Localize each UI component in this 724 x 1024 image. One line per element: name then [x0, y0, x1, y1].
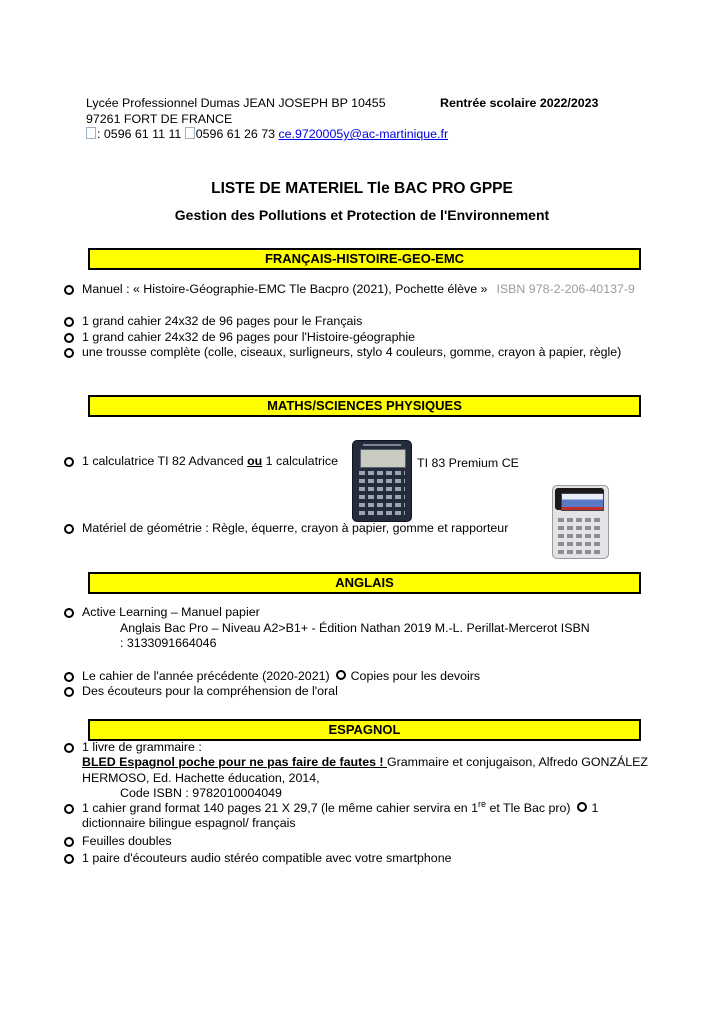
list-item-text: 1 livre de grammaire : [82, 740, 202, 754]
ring-bullet-icon [577, 802, 587, 812]
list-item [64, 851, 666, 866]
list-item-text: Le cahier de l'année précédente (2020-2021) Copies pour les devoirs [82, 668, 481, 683]
isbn-code: ISBN 978-2-206-40137-9 [496, 282, 635, 296]
contact-line [86, 127, 646, 143]
isbn-line: Code ISBN : 9782010004049 [120, 785, 282, 800]
list-item-text: 1 grand cahier 24x32 de 96 pages pour l'Histoire-géographie [82, 329, 416, 344]
ring-bullet-icon [64, 687, 74, 697]
ring-bullet-icon [64, 333, 74, 343]
espagnol-list [64, 740, 666, 866]
ring-bullet-icon [64, 837, 74, 847]
section-title: MATHS/SCIENCES PHYSIQUES [267, 398, 462, 413]
phone-number-2: 0596 61 26 73 [195, 127, 276, 141]
list-item [64, 454, 338, 470]
list-item [64, 282, 666, 298]
ti83-label: TI 83 Premium CE [417, 456, 519, 470]
ou-emphasis: ou [247, 454, 263, 468]
list-item [64, 684, 666, 700]
list-item-text: Active Learning – Manuel papier [82, 605, 260, 619]
list-item [64, 801, 666, 816]
section-header-francais [88, 248, 641, 270]
section-title: ANGLAIS [335, 575, 394, 590]
ring-bullet-icon [64, 854, 74, 864]
phone-number-1: 0596 61 11 11 [103, 127, 182, 141]
francais-list-1 [64, 282, 666, 298]
anglais-list [64, 605, 666, 700]
ring-bullet-icon [64, 317, 74, 327]
list-item-text: Des écouteurs pour la compréhension de l'oral [82, 684, 338, 698]
page-title: LISTE DE MATERIEL Tle BAC PRO GPPE [211, 180, 513, 197]
list-item-text: 1 calculatrice TI 82 Advanced ou 1 calculatrice [82, 454, 338, 468]
list-item-continuation: Anglais Bac Pro – Niveau A2>B1+ - Édition Nathan 2019 M.-L. Perillat-Mercerot ISBN [120, 620, 590, 635]
francais-list-2 [64, 314, 666, 361]
phone-separator: : [97, 127, 101, 141]
section-header-maths [88, 395, 641, 417]
ring-bullet-icon [64, 608, 74, 618]
ring-bullet-icon [64, 672, 74, 682]
list-item-text: 1 cahier grand format 140 pages 21 X 29,7 (le même cahier servira en 1re et Tle Bac pro) 1 [82, 799, 599, 816]
school-year-label: Rentrée scolaire 2022/2023 [440, 96, 599, 110]
calculator-screen [360, 449, 406, 468]
email-link[interactable]: ce.9720005y@ac-martinique.fr [278, 127, 449, 141]
ring-bullet-icon [64, 743, 74, 753]
superscript: re [478, 799, 487, 810]
section-title: ESPAGNOL [328, 722, 401, 737]
list-item [64, 834, 666, 849]
list-item [64, 345, 666, 361]
list-item [64, 330, 666, 346]
list-item-continuation: : 3133091664046 [120, 636, 217, 650]
list-item-text: 1 grand cahier 24x32 de 96 pages pour le Français [82, 314, 363, 328]
list-item-text: Feuilles doubles [82, 833, 172, 848]
section-title: FRANÇAIS-HISTOIRE-GEO-EMC [264, 251, 465, 266]
calculator-brand-strip [363, 444, 401, 446]
ring-bullet-icon [64, 804, 74, 814]
calculator-top-panel [555, 488, 604, 510]
list-item [64, 740, 666, 755]
phone-icon [86, 127, 96, 139]
ti82-calculator-image [352, 440, 412, 522]
list-item [64, 605, 666, 621]
ring-bullet-icon [64, 348, 74, 358]
section-header-anglais [88, 572, 641, 594]
maths-list [64, 521, 666, 537]
school-name: Lycée Professionnel Dumas JEAN JOSEPH BP 10455 [86, 96, 386, 110]
list-item-continuation: HERMOSO, Ed. Hachette éducation, 2014, [82, 770, 320, 785]
list-item-text: une trousse complète (colle, ciseaux, surligneurs, stylo 4 couleurs, gomme, crayon à papier, règle) [82, 345, 622, 359]
list-item [64, 314, 666, 330]
list-item [64, 669, 666, 685]
list-item-continuation: dictionnaire bilingue espagnol/ français [82, 816, 296, 831]
list-item-text: Manuel : « Histoire-Géographie-EMC Tle Bacpro (2021), Pochette élève » ISBN 978-2-206-40137-9 [82, 282, 635, 296]
book-title: BLED Espagnol poche pour ne pas faire de fautes ! [82, 755, 387, 770]
calculator-keypad [359, 471, 405, 515]
ring-bullet-icon [64, 457, 74, 467]
ring-bullet-icon [336, 670, 346, 680]
ring-bullet-icon [64, 524, 74, 534]
fax-icon [185, 127, 195, 139]
page-subtitle: Gestion des Pollutions et Protection de l'Environnement [174, 207, 550, 223]
school-address: 97261 FORT DE FRANCE [86, 111, 233, 126]
list-item-text: Matériel de géométrie : Règle, équerre, crayon à papier, gomme et rapporteur [82, 521, 509, 535]
list-item-continuation: BLED Espagnol poche pour ne pas faire de fautes ! Grammaire et conjugaison, Alfredo GONZÁLEZ [82, 755, 648, 770]
calculator-screen [561, 493, 604, 511]
list-item [64, 521, 666, 537]
section-header-espagnol [88, 719, 641, 741]
list-item-text: 1 paire d'écouteurs audio stéréo compatible avec votre smartphone [82, 851, 452, 866]
ring-bullet-icon [64, 285, 74, 295]
